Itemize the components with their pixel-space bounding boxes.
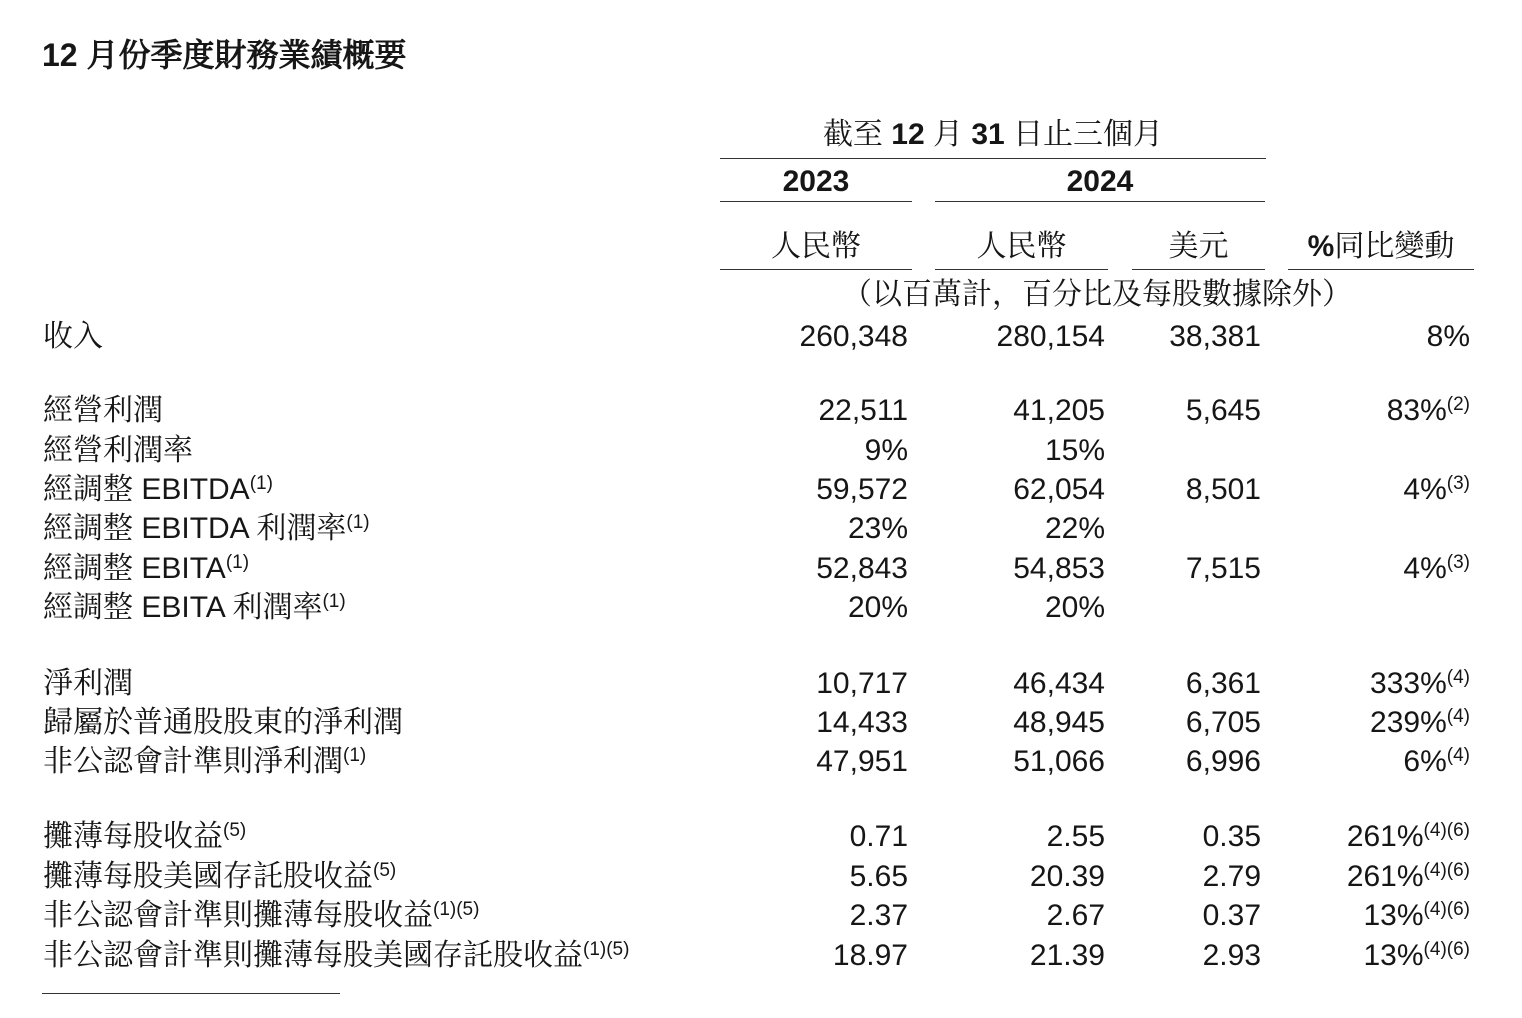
cell-yoy-change [1288, 705, 1470, 745]
cell-rmb-2024: 15% [1044, 434, 1105, 467]
row-label-text: 經調整 EBITA [43, 552, 226, 585]
row-label-text: 經調整 EBITDA [43, 473, 250, 506]
cell-usd-2024: 5,645 [1185, 394, 1261, 427]
period-header-rule [720, 158, 1266, 159]
cell-rmb-2023: 52,843 [816, 552, 908, 585]
cell-rmb-2024: 20.39 [1029, 860, 1105, 893]
yoy-change-rule [1288, 269, 1474, 270]
yoy-footnote: (4)(6) [1423, 820, 1470, 841]
row-adjusted-ebitda-margin [0, 511, 1522, 547]
label-footnote: (5) [223, 820, 247, 841]
row-revenue [0, 319, 1522, 355]
period-header [720, 117, 1266, 153]
row-net-income-ordinary-shareholders [0, 705, 1522, 741]
row-label-text: 非公認會計準則攤薄每股美國存託股收益 [43, 939, 583, 972]
currency-rmb-2023-header: 人民幣 [771, 230, 861, 263]
currency-usd-2024-rule [1132, 269, 1265, 270]
row-label [43, 705, 403, 741]
row-label [43, 472, 273, 512]
yoy-value: 83% [1386, 394, 1447, 427]
row-label [43, 819, 246, 859]
label-footnote: (1) [249, 473, 273, 494]
row-label [43, 938, 629, 978]
cell-yoy-change [1288, 938, 1470, 978]
period-day: 31 [971, 118, 1005, 151]
footnote-rule [42, 993, 340, 994]
yoy-value: 4% [1403, 552, 1447, 585]
yoy-footnote: (4)(6) [1423, 939, 1470, 960]
yoy-footnote: (4) [1446, 667, 1470, 688]
cell-yoy-change [1288, 819, 1470, 859]
cell-rmb-2023: 10,717 [816, 667, 908, 700]
yoy-value: 239% [1370, 706, 1447, 739]
period-tail: 日止三個月 [1013, 118, 1164, 151]
label-footnote: (1) [343, 745, 367, 766]
yoy-footnote: (4) [1446, 745, 1470, 766]
unit-note: （以百萬計，百分比及每股數據除外） [842, 278, 1352, 311]
row-diluted-ads-eps [0, 859, 1522, 895]
yoy-change-header [1288, 229, 1474, 265]
cell-rmb-2023: 23% [847, 512, 908, 545]
cell-usd-2024: 38,381 [1169, 320, 1261, 353]
row-label-text: 經調整 EBITDA 利潤率 [43, 512, 347, 545]
cell-rmb-2023: 20% [847, 591, 908, 624]
currency-rmb-2023-rule [720, 269, 912, 270]
label-footnote: (1) [346, 512, 370, 533]
cell-usd-2024: 2.93 [1202, 939, 1261, 972]
cell-usd-2024: 6,996 [1185, 745, 1261, 778]
cell-usd-2024: 6,361 [1185, 667, 1261, 700]
yoy-footnote: (3) [1446, 552, 1470, 573]
row-label [43, 551, 249, 591]
cell-yoy-change [1288, 472, 1470, 512]
year-2024-header: 2024 [1066, 165, 1134, 198]
cell-rmb-2023: 260,348 [799, 320, 908, 353]
row-label [43, 859, 396, 899]
row-label [43, 511, 370, 551]
cell-rmb-2023: 18.97 [832, 939, 908, 972]
label-footnote: (1)(5) [433, 899, 480, 920]
row-label-text: 攤薄每股美國存託股收益 [43, 860, 373, 893]
row-adjusted-ebitda [0, 472, 1522, 508]
yoy-value: 4% [1403, 473, 1447, 506]
row-label [43, 319, 103, 355]
cell-rmb-2024: 46,434 [1013, 667, 1105, 700]
cell-rmb-2024: 2.55 [1046, 820, 1105, 853]
cell-yoy-change [1288, 744, 1470, 784]
row-label-text: 經調整 EBITA 利潤率 [43, 591, 323, 624]
year-2023-rule [720, 201, 912, 202]
row-label-text: 攤薄每股收益 [43, 820, 223, 853]
row-label [43, 433, 193, 469]
year-2024-rule [935, 201, 1265, 202]
currency-rmb-2024-header: 人民幣 [976, 230, 1067, 263]
report-title: 12 月份季度財務業績概要 [42, 37, 407, 73]
cell-yoy-change [1288, 666, 1470, 706]
row-net-income [0, 666, 1522, 702]
yoy-footnote: (4) [1446, 706, 1470, 727]
row-non-gaap-diluted-ads-eps [0, 938, 1522, 974]
row-label [43, 666, 133, 702]
yoy-value: 261% [1346, 820, 1424, 853]
year-2023-header: 2023 [782, 165, 850, 198]
row-diluted-eps [0, 819, 1522, 855]
cell-usd-2024: 8,501 [1185, 473, 1261, 506]
row-non-gaap-diluted-eps [0, 898, 1522, 934]
cell-rmb-2024: 22% [1044, 512, 1105, 545]
cell-rmb-2024: 2.67 [1046, 899, 1105, 932]
cell-usd-2024: 7,515 [1185, 552, 1261, 585]
cell-rmb-2024: 21.39 [1029, 939, 1105, 972]
cell-usd-2024: 6,705 [1185, 706, 1261, 739]
cell-yoy-change [1288, 551, 1470, 591]
period-lead: 截至 [822, 118, 883, 151]
yoy-footnote: (4)(6) [1423, 860, 1470, 881]
cell-rmb-2023: 14,433 [816, 706, 908, 739]
cell-rmb-2023: 47,951 [816, 745, 908, 778]
cell-rmb-2023: 22,511 [818, 394, 908, 427]
cell-usd-2024: 0.35 [1202, 820, 1261, 853]
yoy-footnote: (2) [1446, 394, 1470, 415]
cell-yoy-change [1288, 319, 1470, 355]
currency-usd-2024-header: 美元 [1168, 230, 1229, 263]
cell-usd-2024: 2.79 [1202, 860, 1261, 893]
cell-rmb-2024: 62,054 [1013, 473, 1105, 506]
yoy-footnote: (4)(6) [1423, 899, 1470, 920]
yoy-change-label: 同比變動 [1334, 230, 1455, 263]
yoy-value: 8% [1426, 320, 1470, 353]
row-adjusted-ebita [0, 551, 1522, 587]
yoy-value: 6% [1403, 745, 1447, 778]
row-adjusted-ebita-margin [0, 590, 1522, 626]
cell-rmb-2023: 59,572 [816, 473, 908, 506]
row-label-text: 收入 [43, 320, 103, 353]
cell-rmb-2024: 280,154 [996, 320, 1105, 353]
yoy-value: 261% [1346, 860, 1424, 893]
cell-rmb-2024: 41,205 [1013, 394, 1105, 427]
period-month-label: 月 [933, 118, 963, 151]
label-footnote: (1) [322, 591, 346, 612]
label-footnote: (1) [225, 552, 250, 573]
label-footnote: (1)(5) [583, 939, 630, 960]
cell-yoy-change [1288, 859, 1470, 899]
yoy-footnote: (3) [1446, 473, 1470, 494]
yoy-value: 13% [1363, 899, 1424, 932]
cell-rmb-2024: 51,066 [1013, 745, 1105, 778]
yoy-value: 13% [1363, 939, 1424, 972]
label-footnote: (5) [373, 860, 397, 881]
period-month: 12 [891, 118, 925, 151]
cell-rmb-2023: 2.37 [849, 899, 908, 932]
currency-rmb-2024-rule [935, 269, 1108, 270]
cell-yoy-change [1288, 898, 1470, 938]
cell-usd-2024: 0.37 [1202, 899, 1261, 932]
row-label-text: 非公認會計準則攤薄每股收益 [43, 899, 433, 932]
row-operating-income [0, 393, 1522, 429]
cell-rmb-2023: 0.71 [849, 820, 908, 853]
row-label-text: 歸屬於普通股股東的淨利潤 [43, 706, 403, 739]
cell-rmb-2023: 5.65 [849, 860, 908, 893]
row-label-text: 經營利潤率 [43, 434, 193, 467]
row-label [43, 744, 366, 784]
cell-rmb-2024: 48,945 [1013, 706, 1105, 739]
yoy-change-symbol: % [1307, 230, 1335, 263]
row-label [43, 898, 479, 938]
row-label-text: 經營利潤 [43, 394, 163, 427]
row-label-text: 淨利潤 [43, 667, 133, 700]
row-label [43, 393, 163, 429]
cell-rmb-2023: 9% [864, 434, 908, 467]
cell-yoy-change [1288, 393, 1470, 433]
row-non-gaap-net-income [0, 744, 1522, 780]
row-operating-margin [0, 433, 1522, 469]
cell-rmb-2024: 20% [1044, 591, 1105, 624]
row-label [43, 590, 346, 630]
row-label-text: 非公認會計準則淨利潤 [43, 745, 343, 778]
cell-rmb-2024: 54,853 [1013, 552, 1105, 585]
yoy-value: 333% [1370, 667, 1447, 700]
